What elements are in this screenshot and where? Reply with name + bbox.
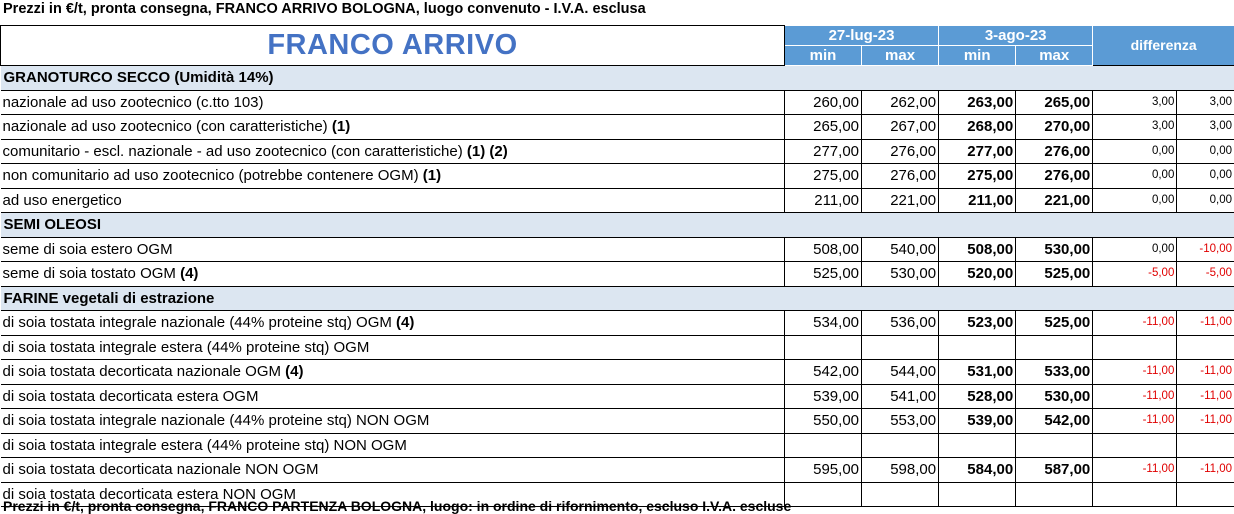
product-label bbox=[1, 360, 785, 385]
price-max-prev: 540,00 bbox=[862, 237, 939, 262]
date2-header: 3-ago-23 bbox=[939, 26, 1093, 46]
product-name: di soia tostata decorticata estera NON OGM bbox=[3, 486, 296, 503]
product-name: di soia tostata decorticata nazionale NON OGM bbox=[3, 461, 319, 478]
max-header: max bbox=[862, 46, 939, 66]
product-label bbox=[1, 335, 785, 360]
diff-min: -5,00 bbox=[1093, 262, 1177, 287]
price-min-curr: 584,00 bbox=[939, 458, 1016, 483]
product-name: nazionale ad uso zootecnico (con caratteristiche) bbox=[3, 118, 332, 135]
price-max-prev: 553,00 bbox=[862, 409, 939, 434]
product-label bbox=[1, 262, 785, 287]
price-max-prev: 221,00 bbox=[862, 188, 939, 213]
diff-min: -11,00 bbox=[1093, 311, 1177, 336]
product-label bbox=[1, 458, 785, 483]
table-row bbox=[1, 433, 1234, 458]
diff-max: 3,00 bbox=[1177, 90, 1234, 115]
footnote-ref: (1) (2) bbox=[467, 143, 508, 160]
price-max-prev: 541,00 bbox=[862, 384, 939, 409]
table-row bbox=[1, 164, 1234, 189]
product-name: ad uso energetico bbox=[3, 192, 122, 209]
product-name: di soia tostata integrale estera (44% proteine stq) OGM bbox=[3, 339, 370, 356]
diff-max: -10,00 bbox=[1177, 237, 1234, 262]
price-max-prev: 276,00 bbox=[862, 164, 939, 189]
product-name: comunitario - escl. nazionale - ad uso zootecnico (con caratteristiche) bbox=[3, 143, 467, 160]
price-min-curr: 277,00 bbox=[939, 139, 1016, 164]
top-caption: Prezzi in €/t, pronta consegna, FRANCO ARRIVO BOLOGNA, luogo convenuto - I.V.A. esclusa bbox=[3, 1, 646, 17]
diff-max bbox=[1177, 335, 1234, 360]
diff-min: 3,00 bbox=[1093, 115, 1177, 140]
diff-min bbox=[1093, 335, 1177, 360]
table-row bbox=[1, 360, 1234, 385]
table-row bbox=[1, 262, 1234, 287]
difference-header: differenza bbox=[1093, 26, 1234, 66]
section-title: GRANOTURCO SECCO (Umidità 14%) bbox=[1, 66, 1234, 91]
price-min-curr bbox=[939, 335, 1016, 360]
product-label bbox=[1, 115, 785, 140]
diff-max: -5,00 bbox=[1177, 262, 1234, 287]
price-min-curr: 539,00 bbox=[939, 409, 1016, 434]
product-label bbox=[1, 433, 785, 458]
price-max-curr: 542,00 bbox=[1016, 409, 1093, 434]
price-min-curr: 268,00 bbox=[939, 115, 1016, 140]
price-max-prev: 530,00 bbox=[862, 262, 939, 287]
product-label bbox=[1, 139, 785, 164]
price-min-prev: 595,00 bbox=[784, 458, 861, 483]
price-min-curr bbox=[939, 482, 1016, 507]
price-min-curr: 523,00 bbox=[939, 311, 1016, 336]
table-row bbox=[1, 115, 1234, 140]
footnote-ref: (4) bbox=[180, 265, 198, 282]
price-min-curr: 528,00 bbox=[939, 384, 1016, 409]
product-name: seme di soia tostato OGM bbox=[3, 265, 181, 282]
price-min-prev: 542,00 bbox=[784, 360, 861, 385]
banner-title: FRANCO ARRIVO bbox=[1, 26, 785, 66]
diff-min: 0,00 bbox=[1093, 164, 1177, 189]
diff-max bbox=[1177, 482, 1234, 507]
table-row bbox=[1, 188, 1234, 213]
product-label bbox=[1, 188, 785, 213]
price-max-curr: 221,00 bbox=[1016, 188, 1093, 213]
table-row bbox=[1, 335, 1234, 360]
diff-max bbox=[1177, 433, 1234, 458]
price-max-curr: 525,00 bbox=[1016, 262, 1093, 287]
price-min-curr: 520,00 bbox=[939, 262, 1016, 287]
product-name: di soia tostata decorticata estera OGM bbox=[3, 388, 259, 405]
price-table bbox=[0, 25, 1234, 507]
product-label bbox=[1, 409, 785, 434]
max-header: max bbox=[1016, 46, 1093, 66]
price-min-curr: 531,00 bbox=[939, 360, 1016, 385]
section-title: SEMI OLEOSI bbox=[1, 213, 1234, 238]
footnote-ref: (4) bbox=[285, 363, 303, 380]
price-max-curr: 533,00 bbox=[1016, 360, 1093, 385]
diff-min: -11,00 bbox=[1093, 458, 1177, 483]
price-min-curr: 211,00 bbox=[939, 188, 1016, 213]
min-header: min bbox=[784, 46, 861, 66]
diff-min: -11,00 bbox=[1093, 384, 1177, 409]
price-min-prev bbox=[784, 335, 861, 360]
price-max-prev: 262,00 bbox=[862, 90, 939, 115]
price-max-curr: 525,00 bbox=[1016, 311, 1093, 336]
price-min-curr bbox=[939, 433, 1016, 458]
diff-max: 0,00 bbox=[1177, 164, 1234, 189]
price-min-prev bbox=[784, 433, 861, 458]
product-label bbox=[1, 164, 785, 189]
diff-min: 0,00 bbox=[1093, 237, 1177, 262]
footnote-ref: (1) bbox=[332, 118, 350, 135]
diff-max: -11,00 bbox=[1177, 458, 1234, 483]
product-label bbox=[1, 237, 785, 262]
price-max-curr bbox=[1016, 433, 1093, 458]
price-min-curr: 275,00 bbox=[939, 164, 1016, 189]
diff-max: 0,00 bbox=[1177, 139, 1234, 164]
price-max-curr: 587,00 bbox=[1016, 458, 1093, 483]
price-max-curr: 276,00 bbox=[1016, 164, 1093, 189]
price-min-prev: 265,00 bbox=[784, 115, 861, 140]
diff-max: 3,00 bbox=[1177, 115, 1234, 140]
price-max-prev: 544,00 bbox=[862, 360, 939, 385]
diff-min: -11,00 bbox=[1093, 409, 1177, 434]
product-label bbox=[1, 90, 785, 115]
section-title: FARINE vegetali di estrazione bbox=[1, 286, 1234, 311]
product-label bbox=[1, 384, 785, 409]
table-row bbox=[1, 90, 1234, 115]
price-min-prev bbox=[784, 482, 861, 507]
price-min-prev: 539,00 bbox=[784, 384, 861, 409]
price-min-prev: 275,00 bbox=[784, 164, 861, 189]
price-min-prev: 550,00 bbox=[784, 409, 861, 434]
price-max-prev: 267,00 bbox=[862, 115, 939, 140]
price-max-prev: 276,00 bbox=[862, 139, 939, 164]
diff-min bbox=[1093, 433, 1177, 458]
price-max-curr: 270,00 bbox=[1016, 115, 1093, 140]
product-name: di soia tostata integrale nazionale (44% proteine stq) OGM bbox=[3, 314, 397, 331]
price-min-prev: 534,00 bbox=[784, 311, 861, 336]
table-row bbox=[1, 311, 1234, 336]
table-row bbox=[1, 458, 1234, 483]
price-max-curr: 265,00 bbox=[1016, 90, 1093, 115]
table-row bbox=[1, 237, 1234, 262]
price-max-prev: 598,00 bbox=[862, 458, 939, 483]
footnote-ref: (4) bbox=[396, 314, 414, 331]
product-name: seme di soia estero OGM bbox=[3, 241, 173, 258]
table-row bbox=[1, 139, 1234, 164]
price-max-curr: 530,00 bbox=[1016, 237, 1093, 262]
price-max-curr: 530,00 bbox=[1016, 384, 1093, 409]
section-header bbox=[1, 66, 1234, 91]
price-min-prev: 508,00 bbox=[784, 237, 861, 262]
bottom-caption: Prezzi in €/t, pronta consegna, FRANCO PARTENZA BOLOGNA, luogo: in ordine di rifornimento, escluso I.V.A. escluse bbox=[3, 498, 791, 514]
diff-max: -11,00 bbox=[1177, 384, 1234, 409]
price-min-prev: 211,00 bbox=[784, 188, 861, 213]
product-label bbox=[1, 311, 785, 336]
price-max-prev: 536,00 bbox=[862, 311, 939, 336]
diff-max: -11,00 bbox=[1177, 311, 1234, 336]
price-max-prev bbox=[862, 335, 939, 360]
price-max-curr bbox=[1016, 482, 1093, 507]
product-name: nazionale ad uso zootecnico (c.tto 103) bbox=[3, 94, 264, 111]
diff-min bbox=[1093, 482, 1177, 507]
product-name: di soia tostata integrale nazionale (44% proteine stq) NON OGM bbox=[3, 412, 430, 429]
diff-min: 0,00 bbox=[1093, 188, 1177, 213]
table-row bbox=[1, 384, 1234, 409]
price-max-curr bbox=[1016, 335, 1093, 360]
diff-min: 3,00 bbox=[1093, 90, 1177, 115]
price-min-curr: 508,00 bbox=[939, 237, 1016, 262]
price-max-curr: 276,00 bbox=[1016, 139, 1093, 164]
price-min-prev: 260,00 bbox=[784, 90, 861, 115]
price-min-prev: 525,00 bbox=[784, 262, 861, 287]
diff-min: -11,00 bbox=[1093, 360, 1177, 385]
price-max-prev bbox=[862, 433, 939, 458]
diff-min: 0,00 bbox=[1093, 139, 1177, 164]
section-header bbox=[1, 286, 1234, 311]
date1-header: 27-lug-23 bbox=[784, 26, 938, 46]
product-name: non comunitario ad uso zootecnico (potrebbe contenere OGM) bbox=[3, 167, 423, 184]
min-header: min bbox=[939, 46, 1016, 66]
product-name: di soia tostata decorticata nazionale OGM bbox=[3, 363, 286, 380]
diff-max: -11,00 bbox=[1177, 409, 1234, 434]
price-min-curr: 263,00 bbox=[939, 90, 1016, 115]
diff-max: -11,00 bbox=[1177, 360, 1234, 385]
price-min-prev: 277,00 bbox=[784, 139, 861, 164]
section-header bbox=[1, 213, 1234, 238]
price-max-prev bbox=[862, 482, 939, 507]
diff-max: 0,00 bbox=[1177, 188, 1234, 213]
footnote-ref: (1) bbox=[423, 167, 441, 184]
product-name: di soia tostata integrale estera (44% proteine stq) NON OGM bbox=[3, 437, 407, 454]
table-row bbox=[1, 409, 1234, 434]
